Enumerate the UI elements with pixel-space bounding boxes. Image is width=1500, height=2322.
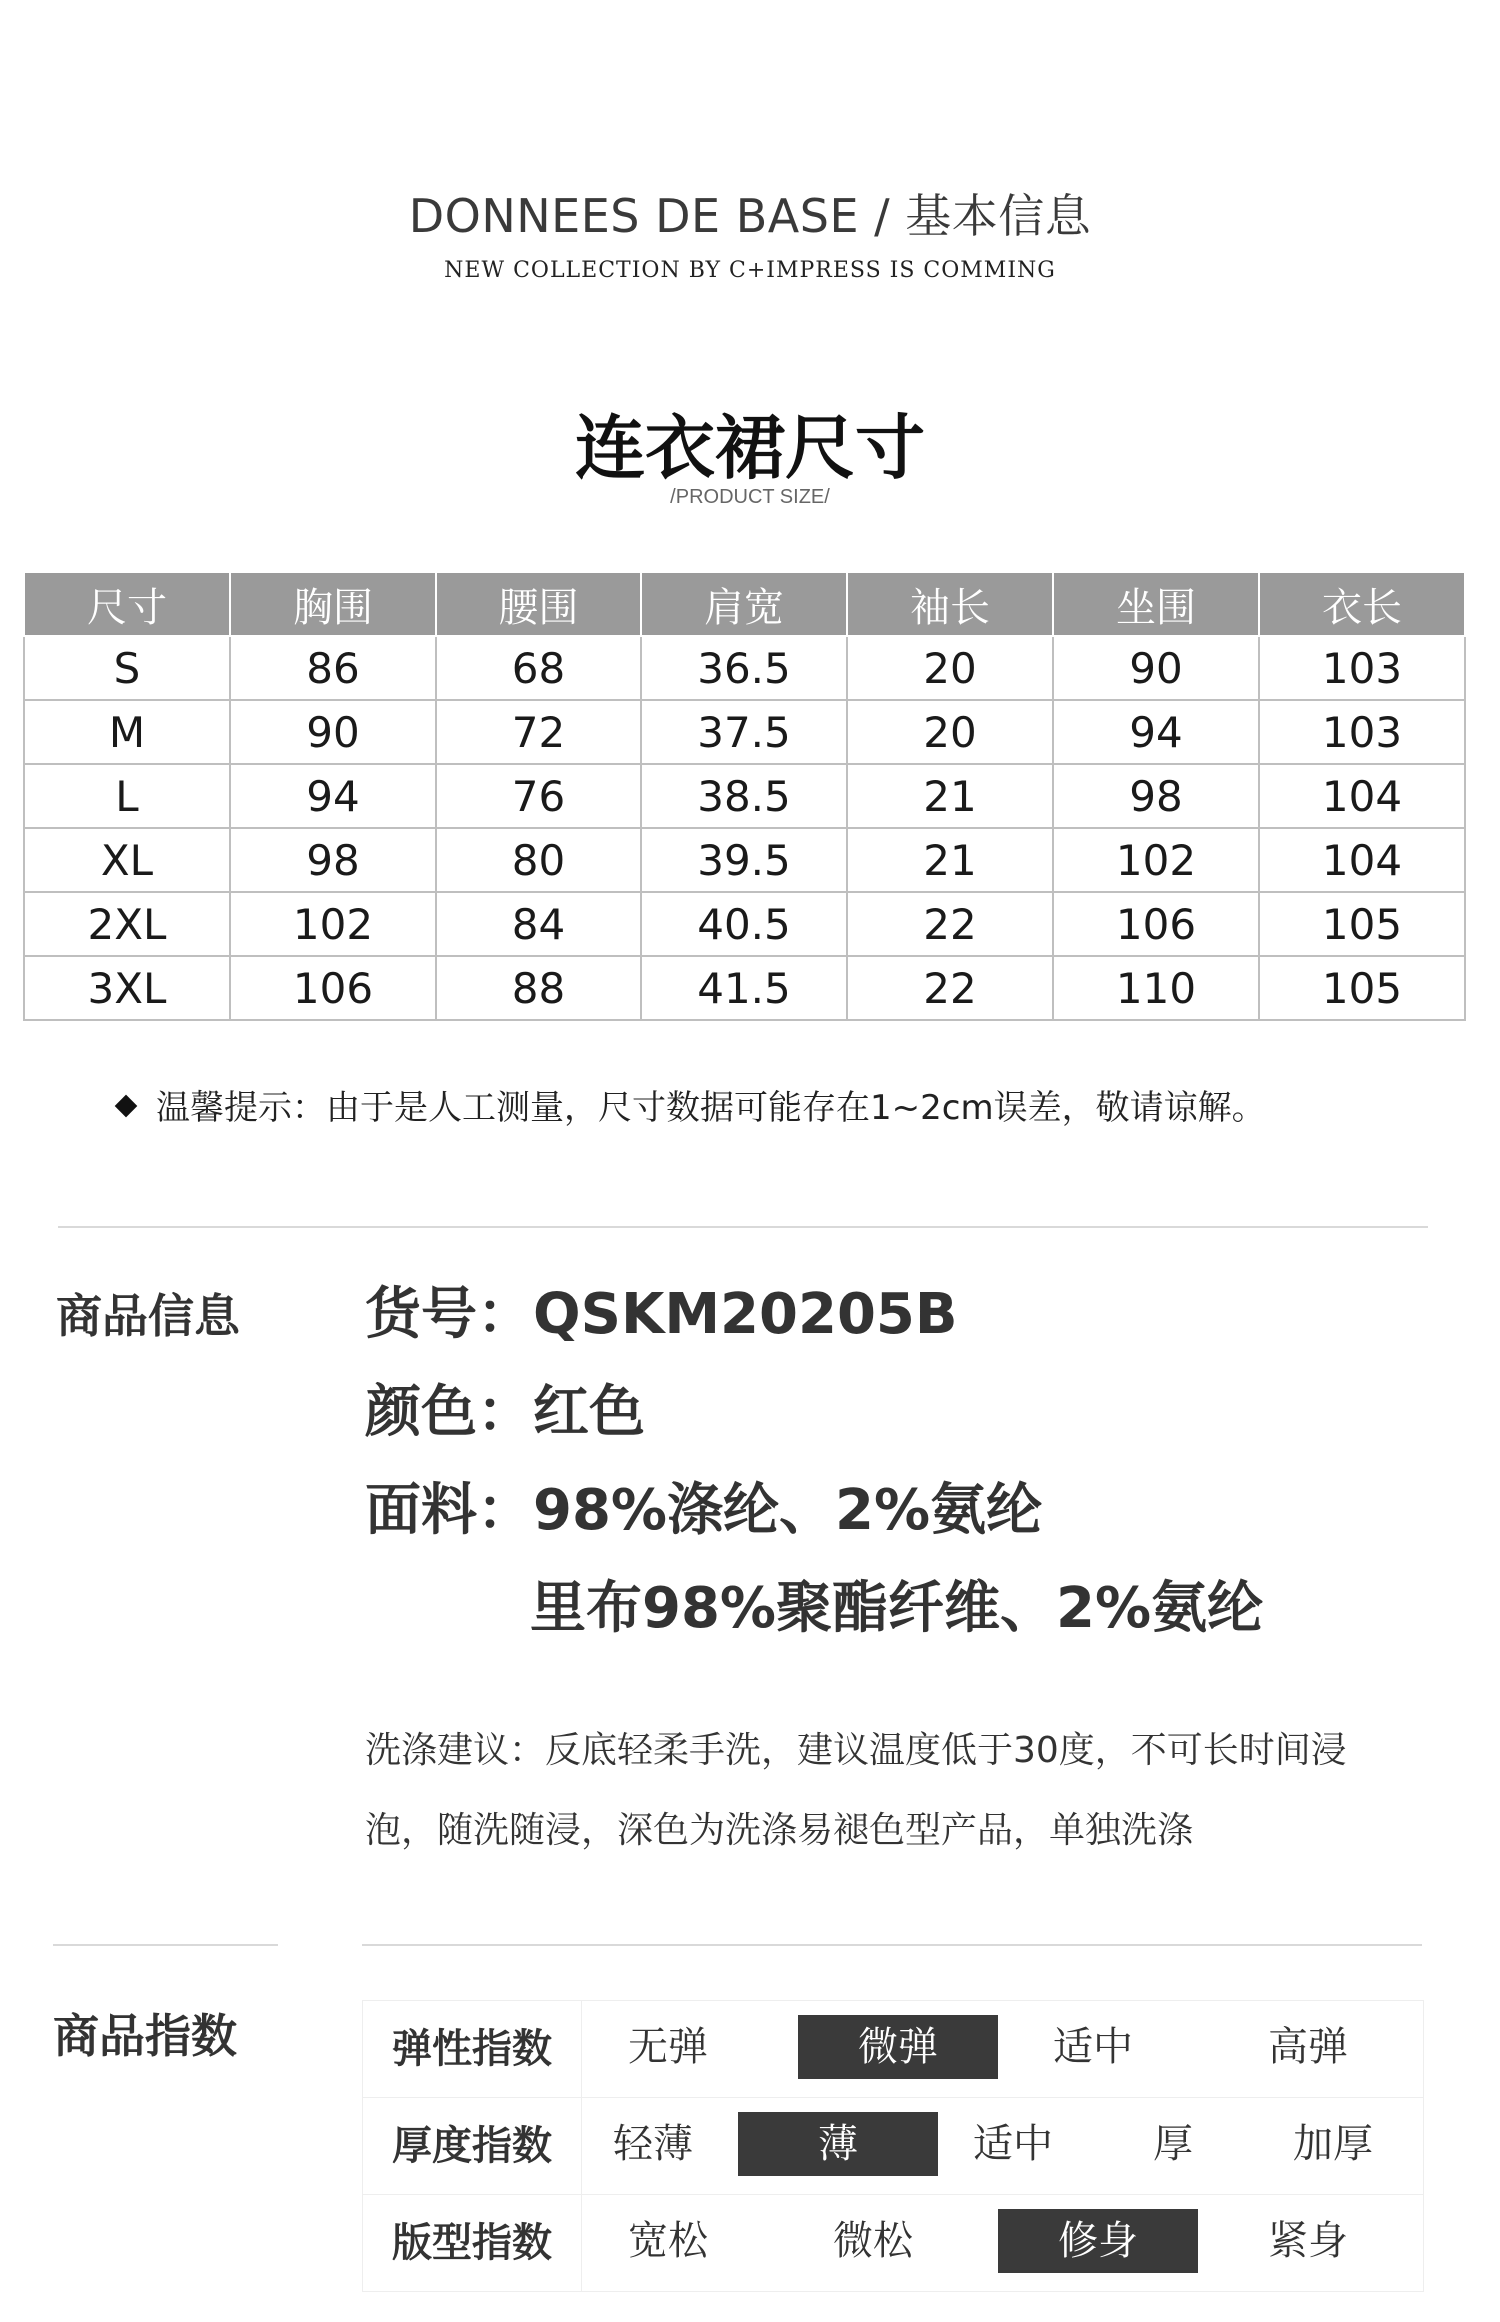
table-cell: 102 bbox=[1053, 828, 1259, 892]
table-row bbox=[24, 700, 1465, 764]
table-cell: 103 bbox=[1259, 636, 1465, 700]
item-fabric: 面料：98%涤纶、2%氨纶 bbox=[365, 1478, 1043, 1543]
table-cell: 22 bbox=[847, 892, 1053, 956]
table-cell: 21 bbox=[847, 828, 1053, 892]
size-table-header-row bbox=[24, 572, 1465, 636]
index-label-elasticity: 弹性指数 bbox=[363, 2001, 582, 2097]
table-cell: 105 bbox=[1259, 956, 1465, 1020]
option-slim-selected: 修身 bbox=[998, 2209, 1198, 2273]
table-cell: 98 bbox=[1053, 764, 1259, 828]
table-cell: 38.5 bbox=[641, 764, 847, 828]
table-cell: 68 bbox=[436, 636, 641, 700]
option-medium-thickness: 适中 bbox=[973, 2121, 1053, 2167]
column-header-size: 尺寸 bbox=[24, 572, 230, 636]
table-cell: 20 bbox=[847, 700, 1053, 764]
option-loose: 宽松 bbox=[628, 2218, 708, 2264]
table-cell: 103 bbox=[1259, 700, 1465, 764]
table-cell: 106 bbox=[1053, 892, 1259, 956]
item-color: 颜色：红色 bbox=[365, 1380, 645, 1445]
column-header-shoulder: 肩宽 bbox=[641, 572, 847, 636]
table-cell: 36.5 bbox=[641, 636, 847, 700]
wash-advice-line-1: 洗涤建议：反底轻柔手洗，建议温度低于30度，不可长时间浸 bbox=[365, 1730, 1347, 1771]
table-cell: 37.5 bbox=[641, 700, 847, 764]
measurement-note bbox=[118, 1080, 1266, 1129]
table-cell: 2XL bbox=[24, 892, 230, 956]
table-cell: 20 bbox=[847, 636, 1053, 700]
option-very-thin: 轻薄 bbox=[613, 2121, 693, 2167]
option-slight-stretch-selected: 微弹 bbox=[798, 2015, 998, 2079]
index-row-fit bbox=[363, 2195, 1423, 2291]
option-tight: 紧身 bbox=[1268, 2218, 1348, 2264]
table-cell: 104 bbox=[1259, 764, 1465, 828]
diamond-bullet-icon bbox=[115, 1094, 138, 1117]
table-row bbox=[24, 764, 1465, 828]
table-cell: 105 bbox=[1259, 892, 1465, 956]
wash-advice-line-2: 泡，随洗随浸，深色为洗涤易褪色型产品，单独洗涤 bbox=[365, 1810, 1194, 1851]
option-thick: 厚 bbox=[1153, 2121, 1193, 2167]
index-label-fit: 版型指数 bbox=[363, 2195, 582, 2291]
table-cell: 39.5 bbox=[641, 828, 847, 892]
size-section-title: 连衣裙尺寸 bbox=[575, 407, 925, 489]
table-cell: 90 bbox=[1053, 636, 1259, 700]
option-extra-thick: 加厚 bbox=[1293, 2121, 1373, 2167]
table-cell: L bbox=[24, 764, 230, 828]
divider bbox=[362, 1944, 1422, 1946]
index-row-thickness bbox=[363, 2098, 1423, 2194]
table-cell: 72 bbox=[436, 700, 641, 764]
table-cell: 21 bbox=[847, 764, 1053, 828]
table-row bbox=[24, 956, 1465, 1020]
table-row bbox=[24, 828, 1465, 892]
table-cell: 94 bbox=[230, 764, 436, 828]
table-cell: 80 bbox=[436, 828, 641, 892]
index-row-elasticity bbox=[363, 2001, 1423, 2097]
column-header-sleeve: 袖长 bbox=[847, 572, 1053, 636]
table-cell: XL bbox=[24, 828, 230, 892]
table-cell: 22 bbox=[847, 956, 1053, 1020]
table-cell: 76 bbox=[436, 764, 641, 828]
index-label-thickness: 厚度指数 bbox=[363, 2098, 582, 2194]
header-subtitle: NEW COLLECTION BY C+IMPRESS IS COMMING bbox=[444, 258, 1056, 283]
option-thin-selected: 薄 bbox=[738, 2112, 938, 2176]
table-cell: 94 bbox=[1053, 700, 1259, 764]
divider bbox=[53, 1944, 278, 1946]
table-cell: S bbox=[24, 636, 230, 700]
option-slightly-loose: 微松 bbox=[833, 2218, 913, 2264]
item-lining: 里布98%聚酯纤维、2%氨纶 bbox=[530, 1576, 1264, 1641]
option-medium-stretch: 适中 bbox=[1053, 2024, 1133, 2070]
table-cell: 90 bbox=[230, 700, 436, 764]
column-header-waist: 腰围 bbox=[436, 572, 641, 636]
product-index-label: 商品指数 bbox=[53, 2009, 237, 2063]
table-row bbox=[24, 636, 1465, 700]
table-row bbox=[24, 892, 1465, 956]
divider bbox=[58, 1226, 1428, 1228]
column-header-bust: 胸围 bbox=[230, 572, 436, 636]
table-cell: 98 bbox=[230, 828, 436, 892]
option-no-stretch: 无弹 bbox=[628, 2024, 708, 2070]
table-cell: M bbox=[24, 700, 230, 764]
size-section-subtitle: /PRODUCT SIZE/ bbox=[670, 486, 830, 508]
table-cell: 110 bbox=[1053, 956, 1259, 1020]
table-cell: 3XL bbox=[24, 956, 230, 1020]
table-cell: 86 bbox=[230, 636, 436, 700]
column-header-hip: 坐围 bbox=[1053, 572, 1259, 636]
table-cell: 104 bbox=[1259, 828, 1465, 892]
table-cell: 106 bbox=[230, 956, 436, 1020]
table-cell: 88 bbox=[436, 956, 641, 1020]
product-index-grid bbox=[362, 2000, 1424, 2292]
column-header-length: 衣长 bbox=[1259, 572, 1465, 636]
product-info-label: 商品信息 bbox=[56, 1289, 240, 1343]
header-title: DONNEES DE BASE / 基本信息 bbox=[408, 189, 1092, 243]
size-table bbox=[23, 571, 1466, 1021]
table-cell: 84 bbox=[436, 892, 641, 956]
table-cell: 102 bbox=[230, 892, 436, 956]
option-high-stretch: 高弹 bbox=[1268, 2024, 1348, 2070]
measurement-note-text: 温馨提示：由于是人工测量，尺寸数据可能存在1~2cm误差，敬请谅解。 bbox=[156, 1088, 1266, 1128]
table-cell: 40.5 bbox=[641, 892, 847, 956]
table-cell: 41.5 bbox=[641, 956, 847, 1020]
item-number: 货号：QSKM20205B bbox=[365, 1282, 958, 1347]
